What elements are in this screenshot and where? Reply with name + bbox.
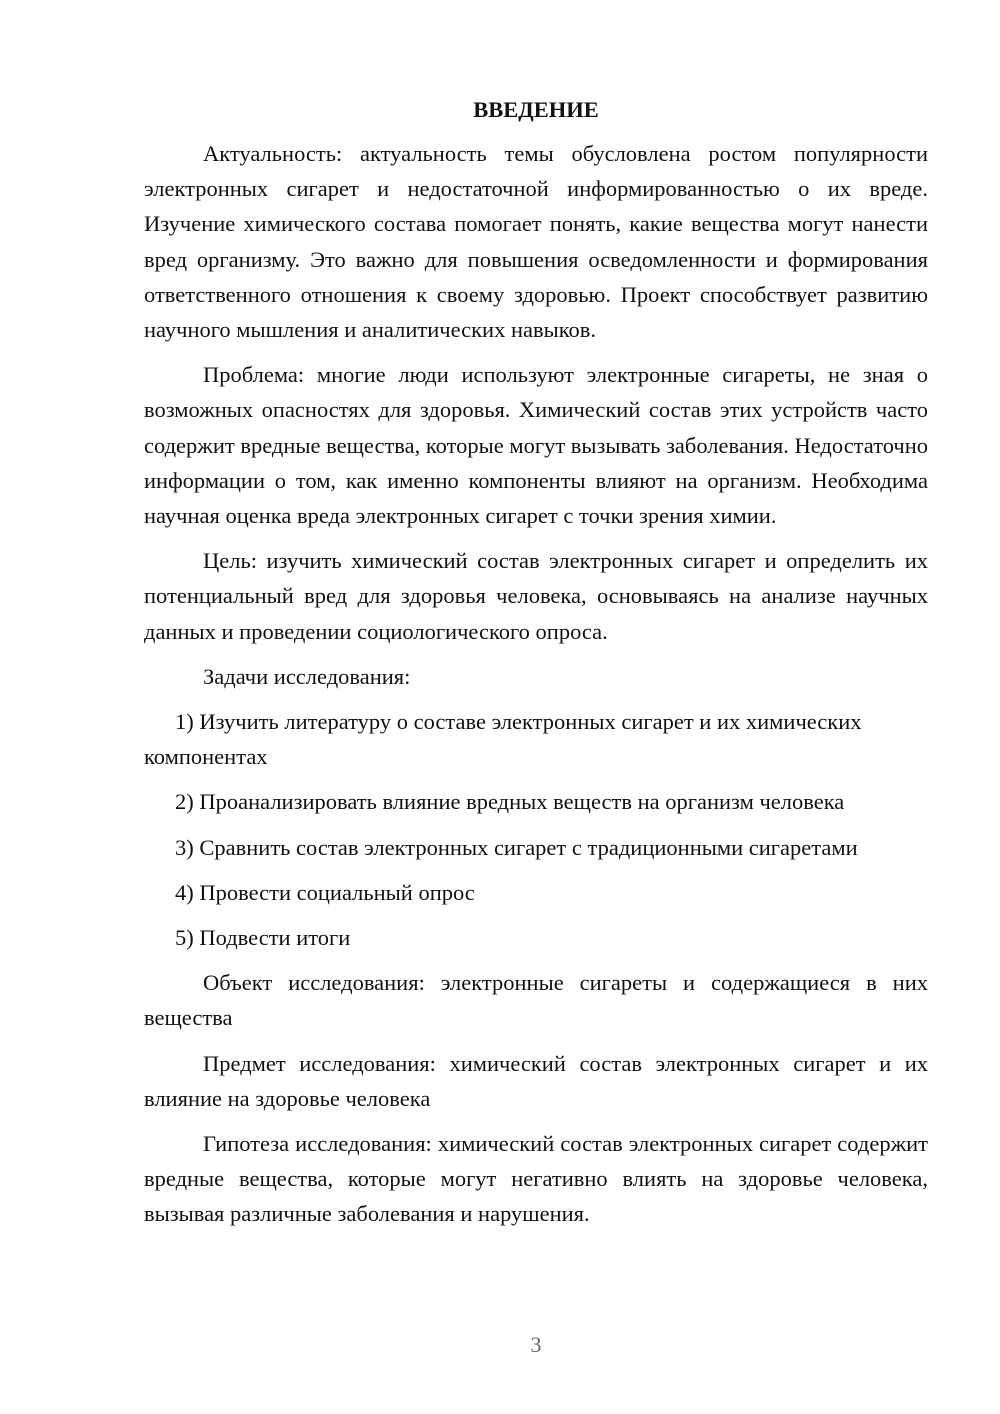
tasks-list [144,704,928,955]
page-number: 3 [530,1332,542,1357]
document-page [144,92,928,1242]
object-paragraph: Объект исследования: электронные сигареты и содержащиеся в них вещества [144,970,928,1031]
task-item: 1) Изучить литературу о составе электронных сигарет и их химических компонентах [144,709,862,770]
task-item: 3) Сравнить состав электронных сигарет с традиционными сигаретами [175,834,858,860]
problem-paragraph: Проблема: многие люди используют электронные сигареты, не зная о возможных опасностях для здоровья. Химический состав этих устройств часто содержит вредные вещества, которые могут вызывать заболевания. Недостаточно информации о том, как именно компоненты влияют на организм. Необходима научная оценка вреда электронных сигарет с точки зрения химии. [144,362,928,529]
task-item: 5) Подвести итоги [175,925,351,951]
subject-paragraph: Предмет исследования: химический состав электронных сигарет и их влияние на здоровье человека [144,1050,928,1111]
task-item: 2) Проанализировать влияние вредных веществ на организм человека [175,789,845,815]
hypothesis-paragraph: Гипотеза исследования: химический состав электронных сигарет содержит вредные вещества, которые могут негативно влиять на здоровье человека, вызывая различные заболевания и нарушения. [144,1131,928,1227]
tasks-intro: Задачи исследования: [203,663,411,689]
goal-paragraph: Цель: изучить химический состав электронных сигарет и определить их потенциальный вред для здоровья человека, основываясь на анализе научных данных и проведении социологического опроса. [144,548,928,644]
section-heading: ВВЕДЕНИЕ [473,97,599,122]
task-item: 4) Провести социальный опрос [175,879,475,905]
relevance-paragraph: Актуальность: актуальность темы обусловлена ростом популярности электронных сигарет и недостаточной информированностью о их вреде. Изучение химического состава помогает понять, какие вещества могут нанести вред организму. Это важно для повышения осведомленности и формирования ответственного отношения к своему здоровью. Проект способствует развитию научного мышления и аналитических навыков. [144,141,928,343]
